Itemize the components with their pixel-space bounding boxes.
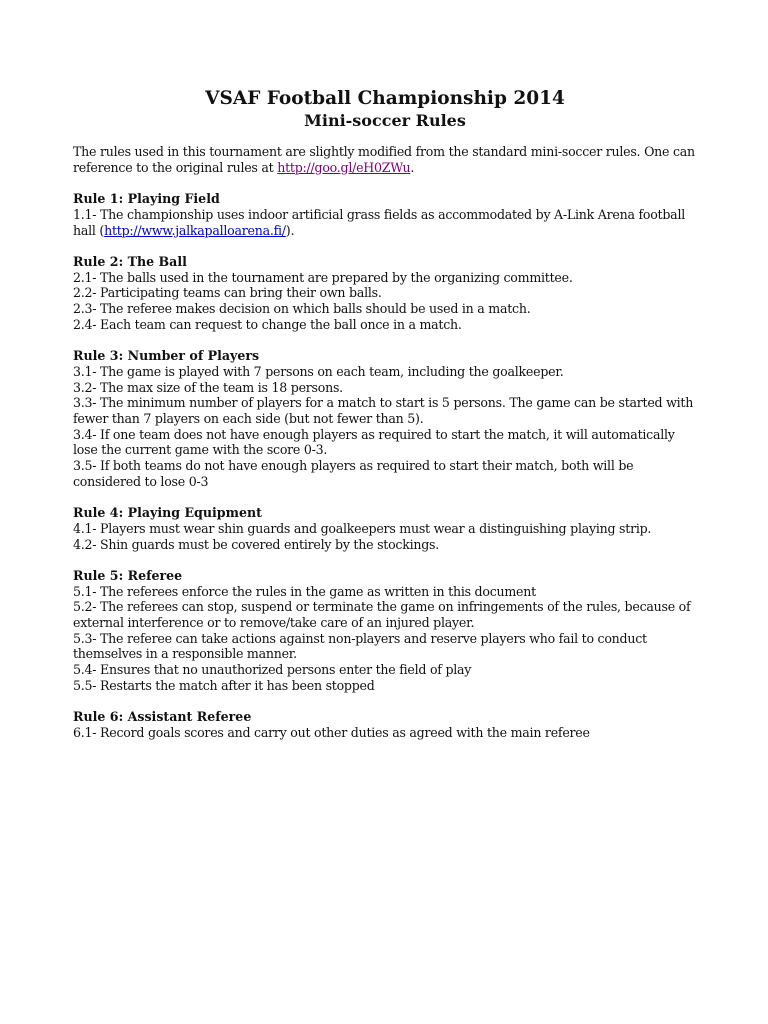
arena-link[interactable]: http://www.jalkapalloarena.fi/ [104,222,286,238]
rule-2-heading: Rule 2: The Ball [73,253,187,269]
rule-5-1-item: 5.1- The referees enforce the rules in the game as written in this document [73,583,536,599]
rule-3-3-item: 3.3- The minimum number of players for a match to start is 5 persons. The game can be started with fewer than 7 players on each side (but not fewer than 5). [73,395,694,426]
page-title: VSAF Football Championship 2014 [205,88,565,109]
rule-3-5-item: 3.5- If both teams do not have enough players as required to start their match, both will be considered to lose 0-3 [73,458,634,489]
rule-3-4-item: 3.4- If one team does not have enough players as required to start the match, it will automatically lose the current game with the score 0-3. [73,426,675,458]
rule-1-1-item [73,207,697,238]
original-rules-link[interactable]: http://goo.gl/eH0ZWu [277,159,411,175]
rule-2-1-item: 2.1- The balls used in the tournament are prepared by the organizing committee. [73,269,573,285]
intro-paragraph [73,144,697,175]
rule-6-heading: Rule 6: Assistant Referee [73,709,252,725]
intro-text: The rules used in this tournament are slightly modified from the standard mini-soccer rules. One can reference to the original rules at [73,144,695,175]
rule-2-3-item: 2.3- The referee makes decision on which balls should be used in a match. [73,301,531,316]
rule-1-1-text: 1.1- The championship uses indoor artificial grass fields as accommodated by A-Link Arena football hall ( [73,206,685,238]
rule-4-2-item: 4.2- Shin guards must be covered entirely by the stockings. [73,536,440,552]
rule-1-1-suffix: ). [285,222,295,238]
rule-5-5-item: 5.5- Restarts the match after it has been stopped [73,677,375,693]
rule-6-1-item: 6.1- Record goals scores and carry out other duties as agreed with the main referee [73,724,590,740]
rule-3-1-item: 3.1- The game is played with 7 persons on each team, including the goalkeeper. [73,363,564,379]
rule-5-3-item: 5.3- The referee can take actions against non-players and reserve players who fail to conduct themselves in a responsible manner. [73,630,647,662]
rule-2-4-item: 2.4- Each team can request to change the ball once in a match. [73,316,462,332]
rule-3-heading: Rule 3: Number of Players [73,348,260,364]
intro-suffix: . [410,159,415,175]
rule-3-2-item: 3.2- The max size of the team is 18 persons. [73,379,343,395]
rule-5-4-item: 5.4- Ensures that no unauthorized persons enter the field of play [73,662,472,678]
rule-2-2-item: 2.2- Participating teams can bring their own balls. [73,285,382,301]
rule-5-2-item: 5.2- The referees can stop, suspend or terminate the game on infringements of the rules, because of external interference or to remove/take care of an injured player. [73,599,691,631]
rule-4-heading: Rule 4: Playing Equipment [73,505,262,521]
rule-5-heading: Rule 5: Referee [73,567,183,583]
document-page [73,88,697,741]
rule-1-heading: Rule 1: Playing Field [73,191,220,207]
page-subtitle: Mini-soccer Rules [304,111,466,130]
rule-4-1-item: 4.1- Players must wear shin guards and goalkeepers must wear a distinguishing playing strip. [73,520,652,536]
